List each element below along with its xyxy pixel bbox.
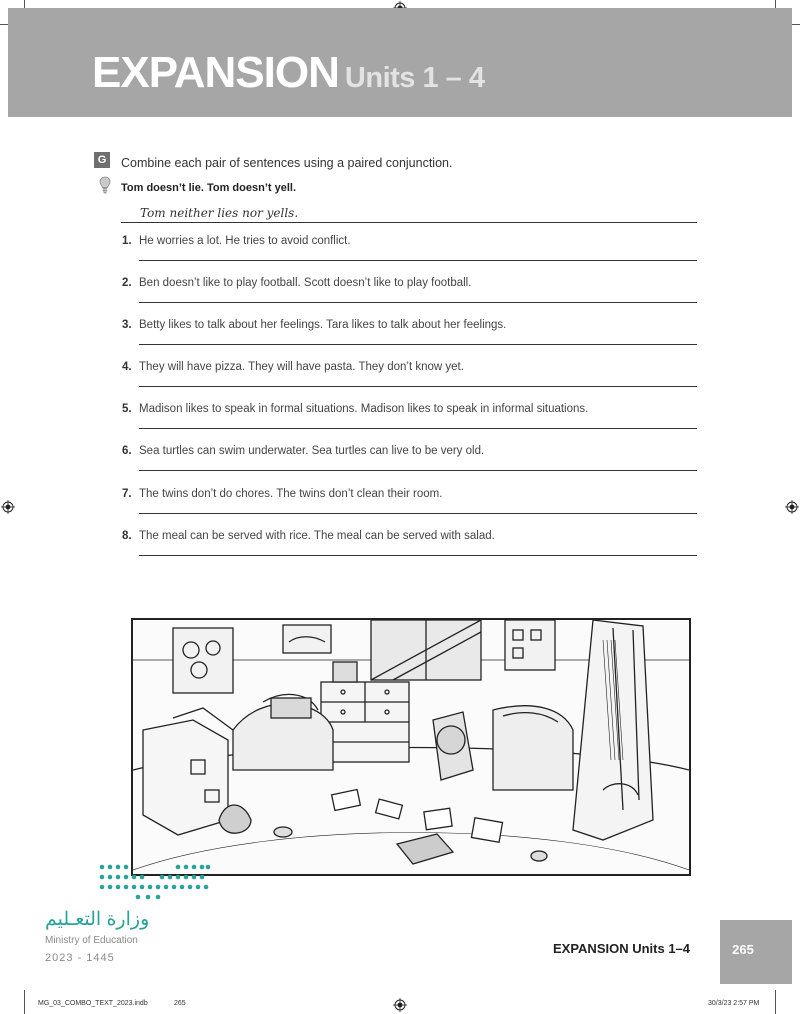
- example-prompt: Tom doesn’t lie. Tom doesn’t yell.: [121, 182, 297, 194]
- exercise-label-badge: G: [94, 152, 110, 168]
- page-number-box: [720, 920, 792, 984]
- ministry-name-arabic: وزارة التعـليم: [45, 909, 150, 930]
- answer-line[interactable]: [139, 513, 697, 514]
- item-prompt: He worries a lot. He tries to avoid conflict.: [139, 235, 351, 247]
- page-title-sub: Units 1 – 4: [344, 62, 485, 94]
- item-number: 4.: [122, 361, 132, 373]
- exercise-item-1: [122, 235, 702, 277]
- crop-mark: [775, 990, 776, 1014]
- messy-bedroom-illustration: [131, 618, 691, 876]
- item-number: 6.: [122, 445, 132, 457]
- page-number: 265: [732, 942, 754, 957]
- item-prompt: They will have pizza. They will have pasta. They don’t know yet.: [139, 361, 464, 373]
- item-prompt: Madison likes to speak in formal situations. Madison likes to speak in informal situations.: [139, 403, 589, 415]
- page-title-main: EXPANSION: [92, 48, 339, 97]
- crop-mark: [24, 990, 25, 1014]
- ministry-name-english: Ministry of Education: [45, 935, 138, 946]
- exercise-instruction: Combine each pair of sentences using a paired conjunction.: [121, 156, 453, 170]
- exercise-item-3: [122, 319, 702, 361]
- exercise-item-7: [122, 488, 702, 530]
- answer-line[interactable]: [139, 555, 697, 556]
- item-prompt: The meal can be served with rice. The meal can be served with salad.: [139, 530, 495, 542]
- answer-line[interactable]: [139, 428, 697, 429]
- item-number: 8.: [122, 530, 132, 542]
- footer-title: EXPANSION Units 1–4: [553, 941, 691, 956]
- item-number: 7.: [122, 488, 132, 500]
- ministry-logo-icon: [98, 862, 212, 902]
- exercise-item-8: [122, 530, 702, 572]
- example-answer: Tom neither lies nor yells.: [140, 206, 299, 220]
- exercise-item-6: [122, 445, 702, 487]
- slug-file-name: MG_03_COMBO_TEXT_2023.indb: [38, 1000, 148, 1007]
- registration-mark-icon: [393, 998, 407, 1012]
- ministry-year: 2023 - 1445: [45, 952, 115, 964]
- item-prompt: Ben doesn’t like to play football. Scott doesn’t like to play football.: [139, 277, 472, 289]
- slug-page: 265: [174, 1000, 186, 1007]
- item-prompt: Sea turtles can swim underwater. Sea turtles can live to be very old.: [139, 445, 485, 457]
- exercise-item-4: [122, 361, 702, 403]
- exercise-item-5: [122, 403, 702, 445]
- item-number: 2.: [122, 277, 132, 289]
- answer-line[interactable]: [139, 344, 697, 345]
- answer-line[interactable]: [139, 470, 697, 471]
- answer-line[interactable]: [139, 260, 697, 261]
- answer-line[interactable]: [139, 302, 697, 303]
- slug-date: 30/3/23 2:57 PM: [708, 1000, 760, 1007]
- item-prompt: Betty likes to talk about her feelings. Tara likes to talk about her feelings.: [139, 319, 507, 331]
- answer-line[interactable]: [139, 386, 697, 387]
- item-number: 5.: [122, 403, 132, 415]
- exercise-item-2: [122, 277, 702, 319]
- item-number: 3.: [122, 319, 132, 331]
- bedroom-drawing: [133, 620, 689, 874]
- item-number: 1.: [122, 235, 132, 247]
- item-prompt: The twins don’t do chores. The twins don’t clean their room.: [139, 488, 443, 500]
